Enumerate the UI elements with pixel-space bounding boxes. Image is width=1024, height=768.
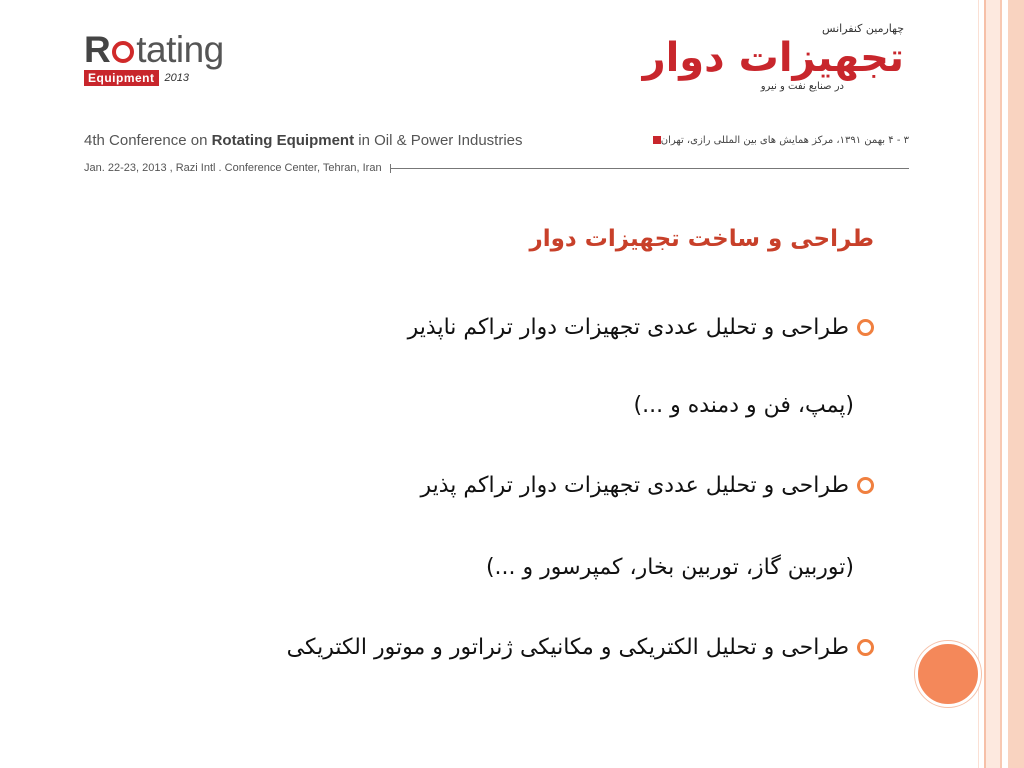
logo-fa-top: چهارمین کنفرانس bbox=[822, 22, 904, 35]
bullet-circle-icon bbox=[857, 639, 874, 656]
logo-en-box: Equipment bbox=[84, 70, 159, 86]
date-en: Jan. 22-23, 2013 , Razi Intl . Conference Center, Tehran, Iran bbox=[84, 162, 382, 174]
logo-en-year: 2013 bbox=[164, 72, 189, 84]
bullet-circle-icon bbox=[857, 319, 874, 336]
conference-fa-text: ۳ - ۴ بهمن ۱۳۹۱، مرکز همایش های بین المللی رازی، تهران bbox=[660, 134, 909, 146]
logo-fa-sub: در صنایع نفت و نیرو bbox=[760, 81, 844, 92]
conference-en bbox=[84, 132, 523, 149]
bullet-text-1: طراحی و تحلیل عددی تجهیزات دوار تراکم ناپذیر bbox=[407, 315, 849, 340]
bullet-sub-2: (توربین گاز، توربین بخار، کمپرسور و ...) bbox=[485, 555, 854, 580]
gear-o-icon bbox=[112, 41, 134, 63]
rotating-equipment-logo bbox=[84, 30, 224, 86]
divider bbox=[390, 168, 909, 169]
bullet-text-2: طراحی و تحلیل عددی تجهیزات دوار تراکم پذیر bbox=[420, 473, 849, 498]
bullet-sub-1: (پمپ، فن و دمنده و ...) bbox=[633, 393, 854, 418]
red-square-icon bbox=[653, 136, 661, 144]
persian-conference-logo bbox=[624, 22, 904, 92]
logo-letter-r: R bbox=[84, 29, 111, 70]
bullet-text-3: طراحی و تحلیل الکتریکی و مکانیکی ژنراتور و موتور الکتریکی bbox=[286, 635, 849, 660]
bullet-item-2 bbox=[420, 473, 874, 498]
logo-en-word bbox=[84, 30, 224, 70]
conference-fa bbox=[647, 135, 909, 146]
conference-line bbox=[84, 131, 909, 149]
conference-en-bold: Rotating Equipment bbox=[211, 131, 355, 149]
date-line bbox=[84, 162, 909, 174]
slide-title: طراحی و ساخت تجهیزات دوار bbox=[529, 226, 874, 252]
logo-fa-main: تجهیزات دوار bbox=[642, 35, 904, 81]
decorative-stripes bbox=[978, 0, 1024, 768]
conference-en-suffix: in Oil & Power Industries bbox=[354, 131, 523, 149]
decorative-circle bbox=[915, 641, 981, 707]
bullet-circle-icon bbox=[857, 477, 874, 494]
conference-en-prefix: 4th Conference on bbox=[84, 131, 212, 149]
bullet-item-1 bbox=[408, 315, 874, 340]
bullet-item-3 bbox=[287, 635, 874, 660]
logo-letters-tating: tating bbox=[136, 29, 224, 70]
